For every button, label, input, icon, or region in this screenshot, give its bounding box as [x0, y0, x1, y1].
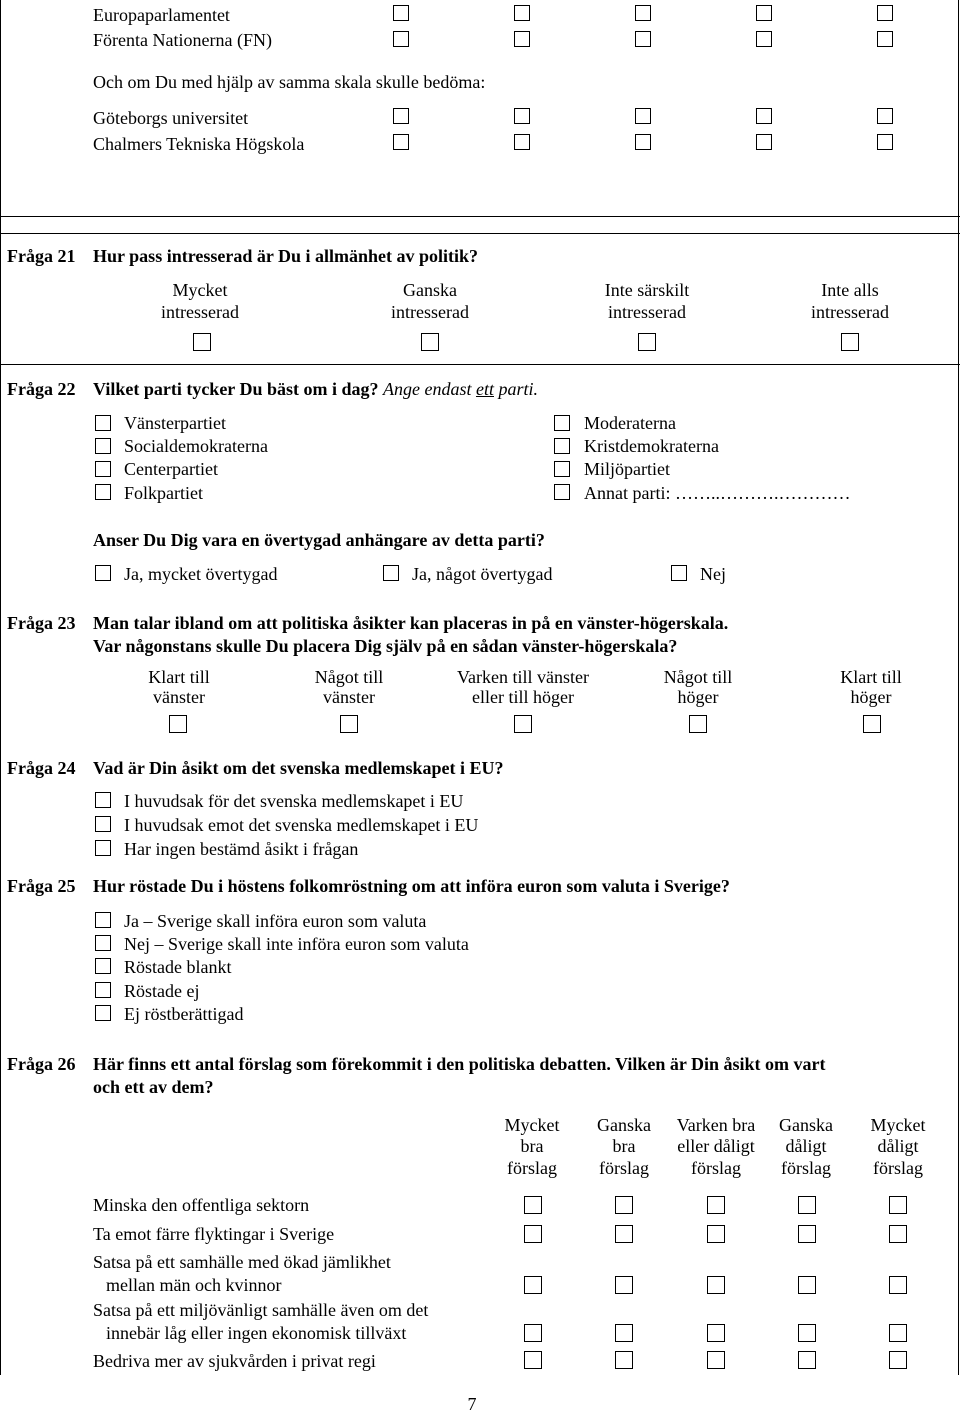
q26-checkbox[interactable]: [707, 1225, 725, 1243]
q26-checkbox[interactable]: [615, 1225, 633, 1243]
q24-number: Fråga 24: [7, 758, 76, 778]
q24-checkbox[interactable]: [95, 840, 111, 856]
q25-option-label: Nej – Sverige skall inte införa euron som valuta: [124, 934, 469, 954]
q26-checkbox[interactable]: [524, 1351, 542, 1369]
q26-column-header: förslag: [507, 1158, 557, 1178]
q23-option-label: Klart till: [840, 667, 902, 687]
q25-checkbox[interactable]: [95, 912, 111, 928]
q21-option-label: Ganska: [403, 280, 457, 300]
q22-party-label: Moderaterna: [584, 413, 676, 433]
q21-checkbox[interactable]: [193, 333, 211, 351]
frame-right-border: [958, 0, 959, 1375]
q26-checkbox[interactable]: [615, 1196, 633, 1214]
q22-follow-checkbox[interactable]: [95, 565, 111, 581]
q21-number: Fråga 21: [7, 246, 76, 266]
q23-option-label: eller till höger: [472, 687, 574, 707]
q22-party-checkbox[interactable]: [95, 461, 111, 477]
q25-number: Fråga 25: [7, 876, 76, 896]
q20-checkbox[interactable]: [756, 108, 772, 124]
q21-checkbox[interactable]: [841, 333, 859, 351]
q20-row-label: Göteborgs universitet: [93, 108, 249, 128]
q26-number: Fråga 26: [7, 1054, 76, 1074]
q22-party-label: Kristdemokraterna: [584, 436, 719, 456]
q25-option-label: Ej röstberättigad: [124, 1004, 244, 1024]
q22-party-checkbox[interactable]: [554, 461, 570, 477]
q26-checkbox[interactable]: [889, 1324, 907, 1342]
q26-item-label: mellan män och kvinnor: [106, 1275, 282, 1295]
q22-party-label: Centerpartiet: [124, 459, 218, 479]
q23-option-label: Klart till: [148, 667, 210, 687]
q24-option-label: I huvudsak för det svenska medlemskapet i EU: [124, 791, 464, 811]
q22-party-label: Miljöpartiet: [584, 459, 670, 479]
q20-checkbox[interactable]: [756, 31, 772, 47]
q26-column-header: dåligt: [877, 1136, 919, 1156]
q20-checkbox[interactable]: [635, 134, 651, 150]
q26-checkbox[interactable]: [615, 1351, 633, 1369]
q20-row-label: Chalmers Tekniska Högskola: [93, 134, 305, 154]
q26-item-label: Satsa på ett miljövänligt samhälle även om det: [93, 1300, 429, 1320]
q22-question: [93, 378, 538, 400]
q22-instruction-underlined: ett: [475, 379, 494, 399]
q26-checkbox[interactable]: [707, 1351, 725, 1369]
q23-option-label: höger: [850, 687, 892, 707]
q26-item-label: Minska den offentliga sektorn: [93, 1195, 310, 1215]
section-divider: [0, 233, 960, 234]
q23-number: Fråga 23: [7, 613, 76, 633]
q20-checkbox[interactable]: [393, 31, 409, 47]
q22-party-label: Socialdemokraterna: [124, 436, 268, 456]
q23-option-label: vänster: [323, 687, 375, 707]
q22-follow-label: Ja, mycket övertygad: [124, 564, 278, 584]
q20-checkbox[interactable]: [877, 5, 893, 21]
q20-row-label: Förenta Nationerna (FN): [93, 30, 272, 50]
q20-checkbox[interactable]: [635, 31, 651, 47]
q20-checkbox[interactable]: [635, 108, 651, 124]
q23-text-line1: Man talar ibland om att politiska åsikter kan placeras in på en vänster-högerskala.: [93, 613, 729, 633]
q25-option-label: Ja – Sverige skall införa euron som valuta: [124, 911, 427, 931]
q26-checkbox[interactable]: [524, 1276, 542, 1294]
q21-option-label: intresserad: [391, 302, 469, 322]
q20-checkbox[interactable]: [877, 31, 893, 47]
q22-number: Fråga 22: [7, 379, 76, 399]
q26-column-header: förslag: [781, 1158, 831, 1178]
q22-party-checkbox[interactable]: [95, 484, 111, 500]
q26-column-header: förslag: [873, 1158, 923, 1178]
q26-column-header: eller dåligt: [677, 1136, 755, 1156]
q20-subheading: Och om Du med hjälp av samma skala skulle bedöma:: [93, 72, 486, 92]
q22-instruction-post: parti.: [493, 379, 538, 399]
q21-option-label: Inte alls: [821, 280, 879, 300]
q26-text-line2: och ett av dem?: [93, 1077, 214, 1097]
q22-party-checkbox[interactable]: [554, 415, 570, 431]
q20-checkbox[interactable]: [514, 5, 530, 21]
q21-option-label: Mycket: [172, 280, 228, 300]
q22-party-label: Vänsterpartiet: [124, 413, 226, 433]
q22-party-checkbox[interactable]: [95, 415, 111, 431]
q26-column-header: bra: [520, 1136, 544, 1156]
q21-option-label: Inte särskilt: [604, 280, 690, 300]
q23-checkbox[interactable]: [514, 715, 532, 733]
q20-checkbox[interactable]: [877, 108, 893, 124]
q26-column-header: bra: [612, 1136, 636, 1156]
q22-follow-checkbox[interactable]: [671, 565, 687, 581]
q25-checkbox[interactable]: [95, 982, 111, 998]
q23-checkbox[interactable]: [689, 715, 707, 733]
q25-checkbox[interactable]: [95, 935, 111, 951]
q26-column-header: Mycket: [870, 1115, 926, 1135]
q26-checkbox[interactable]: [707, 1276, 725, 1294]
q21-option-label: intresserad: [161, 302, 239, 322]
q21-text: Hur pass intresserad är Du i allmänhet av politik?: [93, 246, 479, 266]
q26-checkbox[interactable]: [798, 1351, 816, 1369]
q24-text: Vad är Din åsikt om det svenska medlemskapet i EU?: [93, 758, 504, 778]
q23-option-label: Något till: [314, 667, 384, 687]
q22-follow-label: Nej: [700, 564, 726, 584]
q22-follow-checkbox[interactable]: [383, 565, 399, 581]
q21-option-label: intresserad: [608, 302, 686, 322]
q23-option-label: Något till: [663, 667, 733, 687]
q26-checkbox[interactable]: [889, 1276, 907, 1294]
q23-checkbox[interactable]: [340, 715, 358, 733]
q23-option-label: Varken till vänster: [457, 667, 589, 687]
q26-checkbox[interactable]: [524, 1324, 542, 1342]
q20-checkbox[interactable]: [393, 5, 409, 21]
q22-party-checkbox[interactable]: [95, 438, 111, 454]
q26-checkbox[interactable]: [798, 1324, 816, 1342]
q26-item-label: Ta emot färre flyktingar i Sverige: [93, 1224, 335, 1244]
q25-text: Hur röstade Du i höstens folkomröstning om att införa euron som valuta i Sverige?: [93, 876, 730, 896]
q26-item-label: Bedriva mer av sjukvården i privat regi: [93, 1351, 376, 1371]
q20-row-label: Europaparlamentet: [93, 5, 230, 25]
q24-checkbox[interactable]: [95, 816, 111, 832]
section-divider: [0, 364, 960, 365]
q21-checkbox[interactable]: [638, 333, 656, 351]
q22-other-party-field[interactable]: Annat parti: ……..……….…………: [584, 483, 851, 503]
q20-checkbox[interactable]: [756, 5, 772, 21]
q26-checkbox[interactable]: [615, 1276, 633, 1294]
q25-checkbox[interactable]: [95, 1005, 111, 1021]
q26-column-header: Varken bra: [676, 1115, 756, 1135]
q26-checkbox[interactable]: [707, 1324, 725, 1342]
q26-checkbox[interactable]: [798, 1225, 816, 1243]
q20-checkbox[interactable]: [393, 134, 409, 150]
q24-option-label: Har ingen bestämd åsikt i frågan: [124, 839, 359, 859]
q23-text-line2: Var någonstans skulle Du placera Dig själv på en sådan vänster-högerskala?: [93, 636, 678, 656]
q26-item-label: innebär låg eller ingen ekonomisk tillväxt: [106, 1323, 407, 1343]
section-divider: [0, 216, 960, 217]
q26-checkbox[interactable]: [889, 1225, 907, 1243]
q26-checkbox[interactable]: [798, 1276, 816, 1294]
q20-checkbox[interactable]: [756, 134, 772, 150]
q22-instruction-pre: Ange endast: [383, 379, 476, 399]
q22-text: Vilket parti tycker Du bäst om i dag?: [93, 379, 379, 399]
page-number: 7: [467, 1394, 477, 1414]
q26-column-header: förslag: [599, 1158, 649, 1178]
q26-checkbox[interactable]: [707, 1196, 725, 1214]
q26-checkbox[interactable]: [798, 1196, 816, 1214]
q22-follow-label: Ja, något övertygad: [412, 564, 553, 584]
q25-option-label: Röstade ej: [124, 981, 200, 1001]
q20-checkbox[interactable]: [514, 108, 530, 124]
q26-checkbox[interactable]: [524, 1225, 542, 1243]
q21-option-label: intresserad: [811, 302, 889, 322]
q26-column-header: Ganska: [597, 1115, 651, 1135]
q24-option-label: I huvudsak emot det svenska medlemskapet i EU: [124, 815, 479, 835]
q26-checkbox[interactable]: [615, 1324, 633, 1342]
q26-column-header: Ganska: [779, 1115, 833, 1135]
q23-option-label: vänster: [153, 687, 205, 707]
q23-checkbox[interactable]: [863, 715, 881, 733]
q25-checkbox[interactable]: [95, 958, 111, 974]
q20-checkbox[interactable]: [514, 31, 530, 47]
q23-option-label: höger: [677, 687, 719, 707]
q22-follow-up: Anser Du Dig vara en övertygad anhängare av detta parti?: [93, 530, 545, 550]
q26-checkbox[interactable]: [889, 1351, 907, 1369]
q22-party-label: Folkpartiet: [124, 483, 203, 503]
q22-party-checkbox[interactable]: [554, 438, 570, 454]
q25-option-label: Röstade blankt: [124, 957, 232, 977]
q22-instruction: [383, 379, 538, 399]
q26-text-line1: Här finns ett antal förslag som förekommit i den politiska debatten. Vilken är Din åsikt om vart: [93, 1054, 826, 1074]
q20-checkbox[interactable]: [877, 134, 893, 150]
frame-left-border: [0, 0, 1, 1375]
q26-column-header: Mycket: [504, 1115, 560, 1135]
q26-checkbox[interactable]: [889, 1196, 907, 1214]
q20-checkbox[interactable]: [393, 108, 409, 124]
q20-checkbox[interactable]: [635, 5, 651, 21]
q21-checkbox[interactable]: [421, 333, 439, 351]
q23-checkbox[interactable]: [169, 715, 187, 733]
q22-party-checkbox[interactable]: [554, 484, 570, 500]
q26-column-header: dåligt: [785, 1136, 827, 1156]
q24-checkbox[interactable]: [95, 792, 111, 808]
q26-item-label: Satsa på ett samhälle med ökad jämlikhet: [93, 1252, 391, 1272]
q20-checkbox[interactable]: [514, 134, 530, 150]
q26-column-header: förslag: [691, 1158, 741, 1178]
q26-checkbox[interactable]: [524, 1196, 542, 1214]
